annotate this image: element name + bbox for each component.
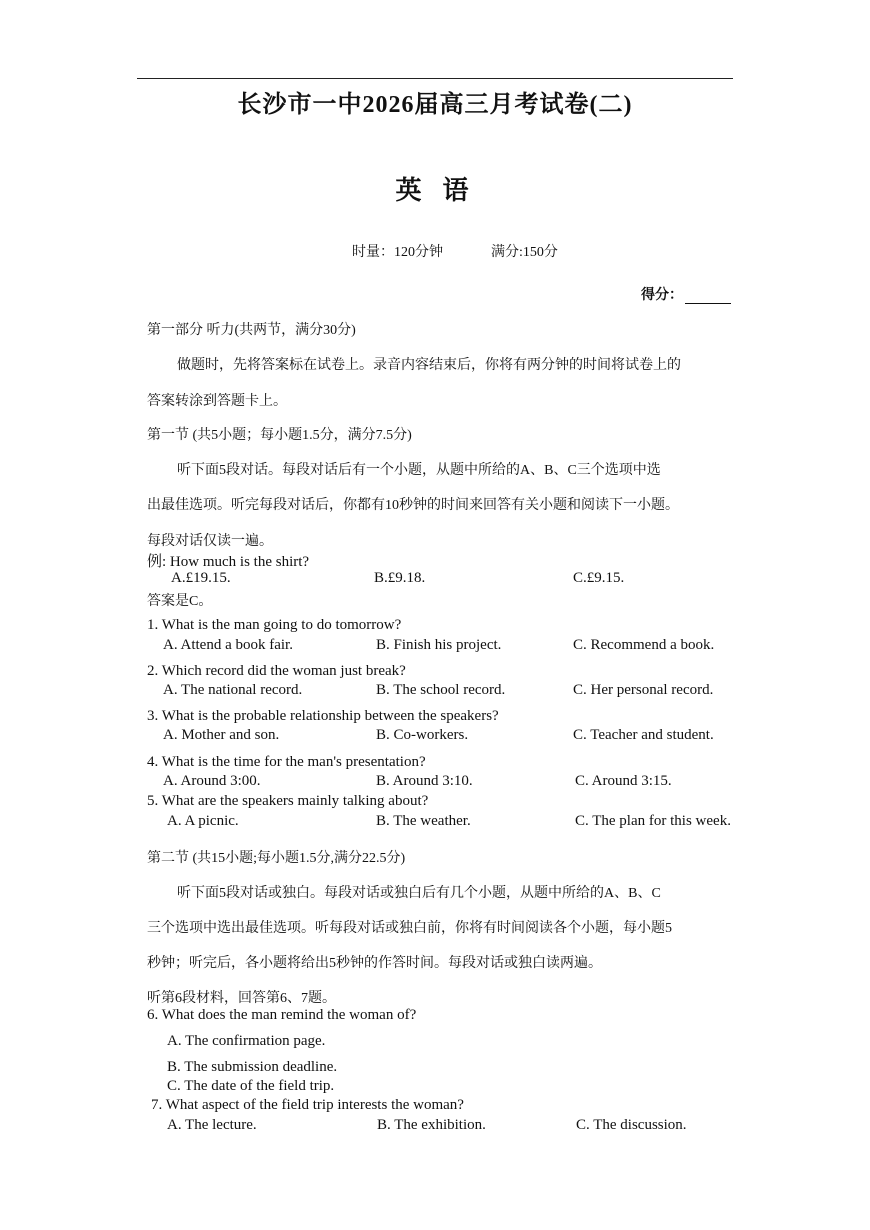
section2-instr-line1: 听下面5段对话或独白。每段对话或独白后有几个小题，从题中所给的A、B、C — [177, 886, 661, 901]
q1-option-c[interactable]: C. Recommend a book. — [573, 637, 715, 653]
example-option-c: C.£9.15. — [573, 570, 625, 586]
q6-option-a[interactable]: A. The confirmation page. — [167, 1033, 326, 1049]
section1-instr-line1: 听下面5段对话。每段对话后有一个小题，从题中所给的A、B、C三个选项中选 — [177, 463, 661, 478]
question-2: 2. Which record did the woman just break? — [147, 663, 406, 679]
section2-instr-line3: 秒钟；听完后，各小题将给出5秒钟的作答时间。每段对话或独白读两遍。 — [147, 956, 602, 971]
q5-option-b[interactable]: B. The weather. — [376, 813, 471, 829]
section1-instr-line3: 每段对话仅读一遍。 — [147, 534, 273, 549]
subject-title: 英 语 — [395, 176, 475, 206]
question-1: 1. What is the man going to do tomorrow? — [147, 617, 402, 633]
q1-option-a[interactable]: A. Attend a book fair. — [163, 637, 293, 653]
q7-option-b[interactable]: B. The exhibition. — [377, 1117, 486, 1133]
q7-option-c[interactable]: C. The discussion. — [576, 1117, 687, 1133]
section2-instr-line2: 三个选项中选出最佳选项。听每段对话或独白前，你将有时间阅读各个小题，每小题5 — [147, 921, 672, 936]
q6-option-b[interactable]: B. The submission deadline. — [167, 1059, 338, 1075]
question-5: 5. What are the speakers mainly talking about? — [147, 793, 429, 809]
q4-option-c[interactable]: C. Around 3:15. — [575, 773, 672, 789]
exam-full-score: 满分:150分 — [491, 245, 558, 260]
q4-option-a[interactable]: A. Around 3:00. — [163, 773, 261, 789]
top-rule — [137, 78, 733, 79]
q1-option-b[interactable]: B. Finish his project. — [376, 637, 502, 653]
section1-instr-line2: 出最佳选项。听完每段对话后，你都有10秒钟的时间来回答有关小题和阅读下一小题。 — [147, 498, 679, 513]
example-option-a: A.£19.15. — [171, 570, 231, 586]
exam-time: 时量：120分钟 — [352, 245, 443, 260]
q3-option-a[interactable]: A. Mother and son. — [163, 727, 280, 743]
q3-option-b[interactable]: B. Co-workers. — [376, 727, 469, 743]
q2-option-a[interactable]: A. The national record. — [163, 682, 303, 698]
example-option-b: B.£9.18. — [374, 570, 426, 586]
part1-intro-line1: 做题时，先将答案标在试卷上。录音内容结束后，你将有两分钟的时间将试卷上的 — [177, 358, 681, 373]
q5-option-c[interactable]: C. The plan for this week. — [575, 813, 731, 829]
q5-option-a[interactable]: A. A picnic. — [167, 813, 239, 829]
q3-option-c[interactable]: C. Teacher and student. — [573, 727, 714, 743]
section1-heading: 第一节 (共5小题；每小题1.5分，满分7.5分) — [147, 428, 412, 443]
example-question: 例: How much is the shirt? — [147, 554, 310, 570]
example-answer: 答案是C。 — [147, 594, 213, 609]
q2-option-c[interactable]: C. Her personal record. — [573, 682, 714, 698]
q6-option-c[interactable]: C. The date of the field trip. — [167, 1078, 335, 1094]
score-field — [641, 284, 731, 304]
question-4: 4. What is the time for the man's presentation? — [147, 754, 426, 770]
question-7: 7. What aspect of the field trip interests the woman? — [151, 1097, 464, 1113]
part1-heading: 第一部分 听力(共两节，满分30分) — [147, 323, 356, 338]
section2-heading: 第二节 (共15小题;每小题1.5分,满分22.5分) — [147, 851, 406, 866]
score-blank[interactable] — [685, 289, 731, 304]
q4-option-b[interactable]: B. Around 3:10. — [376, 773, 473, 789]
q7-option-a[interactable]: A. The lecture. — [167, 1117, 257, 1133]
q2-option-b[interactable]: B. The school record. — [376, 682, 506, 698]
exam-title: 长沙市一中2026届高三月考试卷(二) — [237, 92, 633, 118]
part1-intro-line2: 答案转涂到答题卡上。 — [147, 394, 287, 409]
question-6: 6. What does the man remind the woman of? — [147, 1007, 417, 1023]
score-label: 得分： — [641, 287, 683, 303]
question-3: 3. What is the probable relationship between the speakers? — [147, 708, 499, 724]
material-6-heading: 听第6段材料，回答第6、7题。 — [147, 991, 336, 1006]
